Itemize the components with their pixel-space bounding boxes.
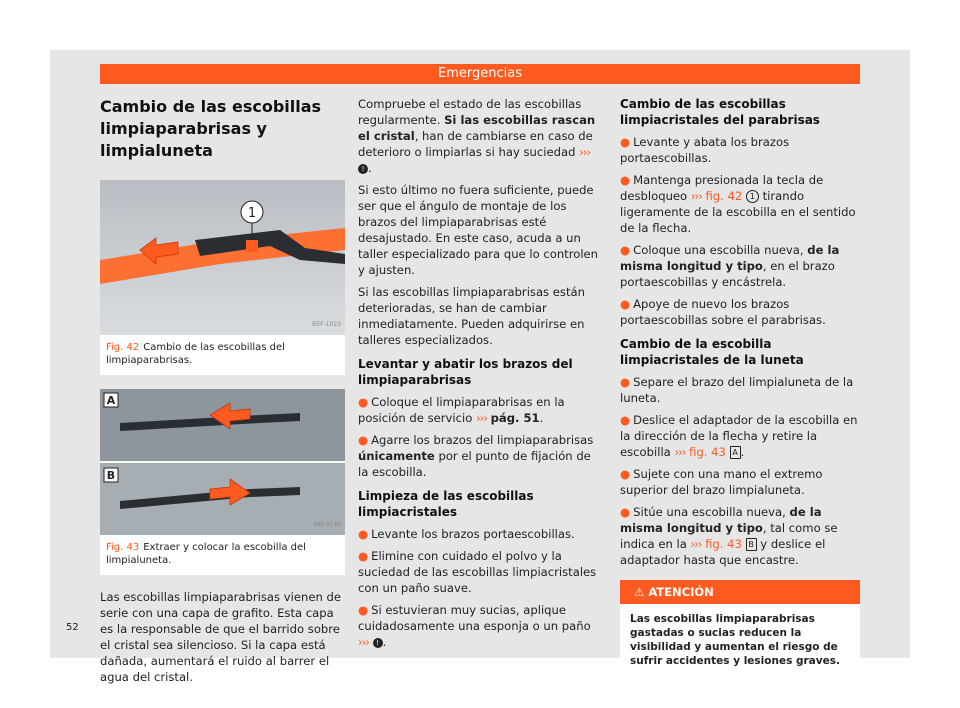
page-number: 52: [66, 622, 79, 633]
figure-43-label-b: B: [106, 469, 116, 482]
arrow-icon: ›››: [674, 445, 686, 459]
figure-42-code: B5F-1023: [312, 321, 341, 328]
list-item: ● Levante y abata los brazos portaescobillas.: [620, 135, 790, 165]
paragraph-3: Si las escobillas limpiaparabrisas están deterioradas, se han de cambiar inmediatamente. Pueden adquirirse en talleres especializados.: [358, 285, 585, 347]
list-item: ● Sujete con una mano el extremo superior del brazo limpialuneta.: [620, 467, 823, 497]
warning-icon: !: [373, 638, 383, 648]
figure-43-number: Fig. 43: [106, 542, 140, 553]
figure-42-callout: 1: [247, 206, 257, 221]
figure-43-code: BKJ-0146: [313, 521, 341, 528]
heading-cambio-luneta: Cambio de la escobilla limpiacristales de la luneta: [620, 337, 804, 367]
arrow-icon: ›››: [476, 411, 487, 425]
figure-42-number: Fig. 42: [106, 342, 140, 353]
paragraph-2: Si esto último no fuera suficiente, puede ser que el ángulo de montaje de los brazos del limpiaparabrisas esté desajustado. En este caso, acuda a un taller especializado para que lo controlen y ajusten.: [358, 183, 599, 277]
page-reference-link[interactable]: pág. 51: [490, 411, 540, 425]
list-item: ● Mantenga presionada la tecla de desbloqueo ››› fig. 42 1 tirando ligeramente de la escobilla en el sentido de la flecha.: [620, 173, 856, 235]
list-item: ● Apoye de nuevo los brazos portaescobillas sobre el parabrisas.: [620, 297, 826, 327]
list-item: ● Deslice el adaptador de la escobilla en la dirección de la flecha y retire la escobilla ››› fig. 43 A .: [620, 413, 858, 459]
list-item: ● Coloque el limpiaparabrisas en la posición de servicio ››› pág. 51.: [358, 395, 565, 425]
list-item: ● Si estuvieran muy sucias, aplique cuidadosamente una esponja o un paño ››› ! .: [358, 603, 591, 649]
list-item: ● Agarre los brazos del limpiaparabrisas únicamente por el punto de fijación de la escobilla.: [358, 433, 594, 479]
figure-43-image: [100, 389, 345, 535]
figure-43-caption: [100, 535, 345, 575]
callout-1-icon: 1: [746, 190, 759, 203]
intro-paragraph: Las escobillas limpiaparabrisas vienen de serie con una capa de grafito. Esta capa es la responsable de que el barrido sobre el cristal sea silencioso. Si la capa está dañada, aumentará el ruido al barrer el agua del cristal.: [100, 590, 341, 684]
chapter-header: Emergencias: [100, 64, 860, 84]
list-item: ● Coloque una escobilla nueva, de la misma longitud y tipo, en el brazo portaescobillas y encástrela.: [620, 243, 840, 289]
heading-cambio-parabrisas: Cambio de las escobillas limpiacristales del parabrisas: [620, 97, 820, 127]
label-b-icon: B: [746, 538, 757, 551]
arrow-icon: ›››: [579, 145, 591, 159]
arrow-icon: ›››: [690, 189, 702, 203]
list-item: ● Separe el brazo del limpialuneta de la luneta.: [620, 375, 854, 405]
list-item: ● Levante los brazos portaescobillas.: [358, 527, 575, 541]
arrow-icon: ›››: [690, 537, 702, 551]
figure-43-label-a: A: [106, 394, 116, 407]
figure-43-link[interactable]: fig. 43: [705, 537, 742, 551]
section-title: Cambio de las escobillas limpiaparabrisas y limpialuneta: [100, 97, 322, 160]
arrow-icon: ›››: [358, 635, 369, 649]
wiper-blade-illustration: [100, 180, 345, 335]
figure-42-caption-text: Cambio de las escobillas del limpiaparabrisas.: [106, 342, 285, 366]
warning-triangle-icon: ⚠: [634, 585, 645, 599]
warning-title: ATENCIÓN: [648, 585, 714, 599]
column-2: [358, 96, 603, 656]
rear-wiper-illustration: [100, 389, 345, 535]
figure-42-link[interactable]: fig. 42: [705, 189, 743, 203]
heading-levantar: Levantar y abatir los brazos del limpiaparabrisas: [358, 357, 573, 387]
figure-42: [100, 180, 345, 375]
heading-limpieza: Limpieza de las escobillas limpiacristales: [358, 489, 534, 519]
figure-43-link[interactable]: fig. 43: [689, 445, 726, 459]
list-item: ● Elimine con cuidado el polvo y la suciedad de las escobillas limpiacristales con un paño suave.: [358, 549, 597, 595]
figure-43-caption-text: Extraer y colocar la escobilla del limpialuneta.: [106, 542, 306, 566]
warning-box: [620, 580, 860, 678]
figure-42-caption: [100, 335, 345, 375]
column-3: [620, 96, 860, 678]
label-a-icon: A: [730, 446, 741, 459]
column-1: [100, 96, 345, 691]
warning-icon: !: [358, 164, 368, 174]
list-item: ● Sitúe una escobilla nueva, de la misma longitud y tipo, tal como se indica en la ››› fig. 43 B y deslice el adaptador hasta que encastre.: [620, 505, 838, 567]
warning-header: [620, 580, 860, 604]
figure-42-image: [100, 180, 345, 335]
warning-text: Las escobillas limpiaparabrisas gastadas o sucias reducen la visibilidad y aumentan el riesgo de sufrir accidentes y lesiones graves.: [630, 613, 840, 667]
figure-43: [100, 389, 345, 575]
paragraph-1: Compruebe el estado de las escobillas regularmente. Si las escobillas rascan el cristal, han de cambiarse en caso de deterioro o limpiarlas si hay suciedad ››› ! .: [358, 97, 596, 175]
